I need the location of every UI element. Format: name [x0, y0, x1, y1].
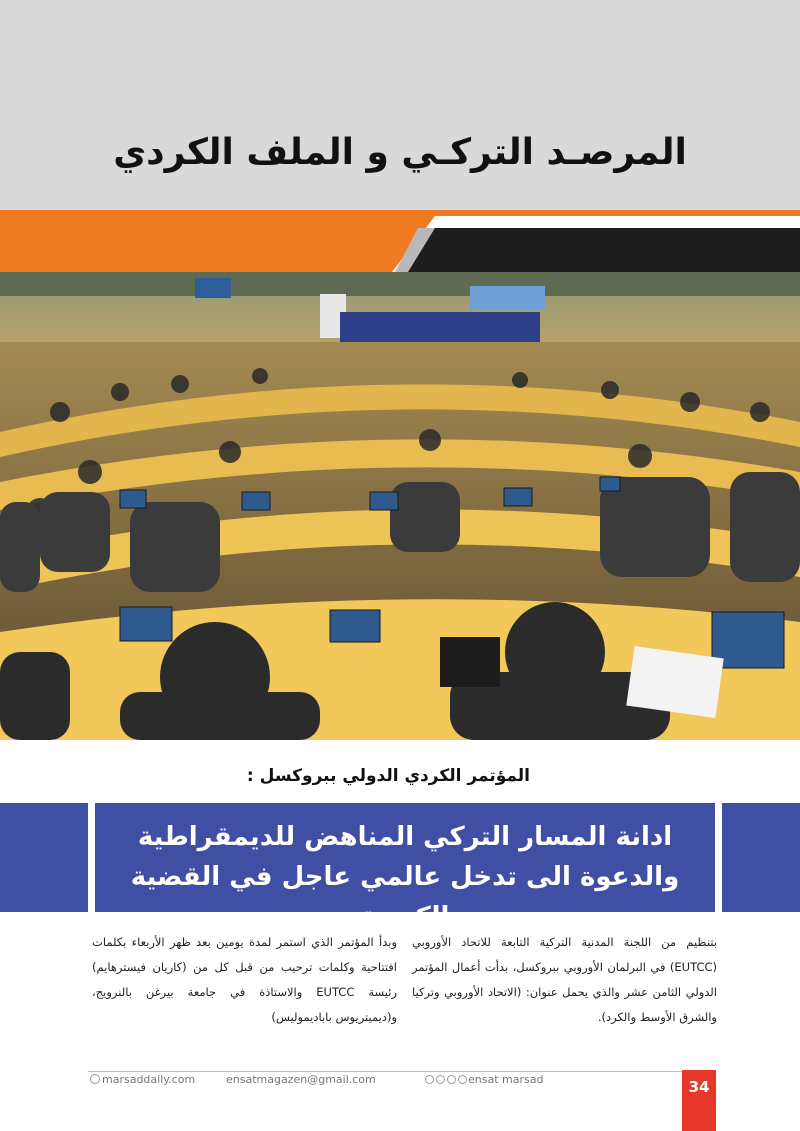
decorative-stripes	[0, 210, 800, 272]
website-text: marsaddaily.com	[102, 1073, 196, 1086]
footer-social-handle: ensat marsad	[468, 1073, 544, 1086]
facebook-icon[interactable]	[425, 1075, 434, 1084]
banner-right-block	[722, 803, 800, 912]
article-column-right: بتنظيم من اللجنة المدنية التركية التابعة للاتحاد الأوروبي (EUTCC) في البرلمان الأوروبي ببروكسل، بدأت أعمال المؤتمر الدولي الثامن عشر والذي يحمل عنوان: (الاتحاد الأوروبي وتركيا والشرق الأوسط والكرد).	[412, 935, 717, 1024]
page-number: 34	[682, 1070, 716, 1131]
conference-photo	[0, 272, 800, 740]
social-icons	[425, 1075, 467, 1084]
article-column-left: وبدأ المؤتمر الذي استمر لمدة يومين بعد ظهر الأربعاء بكلمات افتتاحية وكلمات ترحيب من قبل كل من (كاريان فيسترهايم) رئيسة EUTCC والاستاذة في جامعة بيرغن بالنرويج، و(ديميتريوس باباديموليس)	[92, 935, 397, 1024]
footer-email[interactable]: ensatmagazen@gmail.com	[226, 1073, 376, 1086]
banner-left-block	[0, 803, 88, 912]
globe-icon	[90, 1074, 100, 1084]
footer-website[interactable]	[90, 1073, 195, 1086]
instagram-icon[interactable]	[447, 1075, 456, 1084]
section-title: المرصـد التركـي و الملف الكردي	[113, 132, 687, 173]
headline-line-2: والدعوة الى تدخل عالمي عاجل في القضية الكردية	[130, 862, 680, 932]
headline-banner	[95, 803, 715, 932]
headline-line-1: ادانة المسار التركي المناهض للديمقراطية	[137, 822, 673, 852]
header-band	[0, 0, 800, 210]
twitter-icon[interactable]	[436, 1075, 445, 1084]
footer-divider	[88, 1071, 710, 1072]
youtube-icon[interactable]	[458, 1075, 467, 1084]
conference-hall-illustration	[0, 272, 800, 740]
article-kicker: المؤتمر الكردي الدولي ببروكسل :	[246, 766, 530, 786]
